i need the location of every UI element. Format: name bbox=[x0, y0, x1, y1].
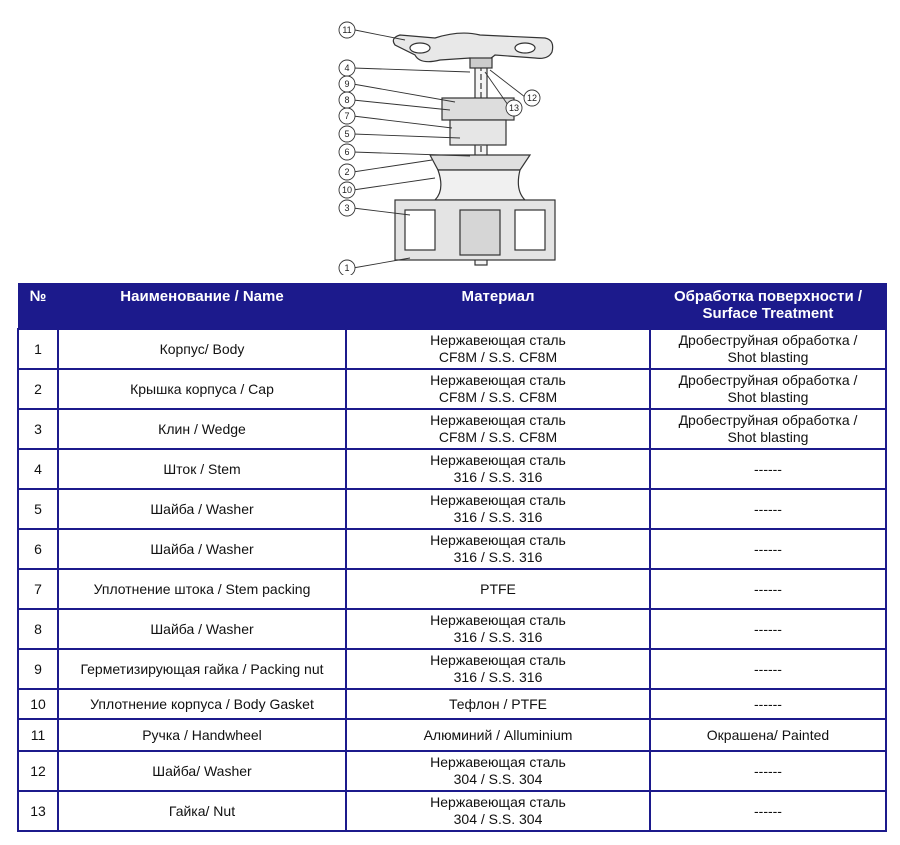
cell-material: PTFE bbox=[346, 569, 650, 609]
table-row bbox=[18, 751, 886, 791]
cell-material bbox=[346, 609, 650, 649]
table-row bbox=[18, 489, 886, 529]
table-row bbox=[18, 409, 886, 449]
material-line1: Нержавеющая сталь bbox=[430, 492, 566, 508]
table-header-row bbox=[18, 284, 886, 330]
cell-treatment: ------ bbox=[650, 569, 886, 609]
cell-treatment: ------ bbox=[650, 791, 886, 831]
header-treatment-line1: Обработка поверхности / bbox=[673, 288, 863, 305]
header-name: Наименование / Name bbox=[58, 284, 346, 330]
cell-treatment: ------ bbox=[650, 609, 886, 649]
table-row bbox=[18, 329, 886, 369]
cell-material bbox=[346, 751, 650, 791]
cell-treatment: ------ bbox=[650, 689, 886, 719]
cell-name: Шайба / Washer bbox=[58, 609, 346, 649]
callout-4: 4 bbox=[344, 63, 350, 73]
material-line2: 316 / S.S. 316 bbox=[453, 629, 543, 645]
callout-7: 7 bbox=[344, 111, 350, 121]
cell-name: Крышка корпуса / Cap bbox=[58, 369, 346, 409]
cell-name: Уплотнение корпуса / Body Gasket bbox=[58, 689, 346, 719]
cell-num: 3 bbox=[18, 409, 58, 449]
cell-num: 5 bbox=[18, 489, 58, 529]
material-line1: Нержавеющая сталь bbox=[430, 532, 566, 548]
header-num: № bbox=[18, 284, 58, 330]
treatment-line1: Дробеструйная обработка / bbox=[678, 332, 858, 348]
cell-name: Корпус/ Body bbox=[58, 329, 346, 369]
material-line1: Нержавеющая сталь bbox=[430, 412, 566, 428]
material-line1: Нержавеющая сталь bbox=[430, 794, 566, 810]
callout-2: 2 bbox=[344, 167, 350, 177]
cell-treatment: ------ bbox=[650, 751, 886, 791]
table-row bbox=[18, 529, 886, 569]
callout-10: 10 bbox=[341, 185, 353, 195]
callout-5: 5 bbox=[344, 129, 350, 139]
parts-table bbox=[17, 283, 887, 832]
cell-num: 4 bbox=[18, 449, 58, 489]
cell-material: Алюминий / Alluminium bbox=[346, 719, 650, 751]
cell-num: 9 bbox=[18, 649, 58, 689]
treatment-line1: Дробеструйная обработка / bbox=[678, 372, 858, 388]
cell-material bbox=[346, 791, 650, 831]
callout-11: 11 bbox=[342, 25, 352, 35]
material-line2: 316 / S.S. 316 bbox=[453, 669, 543, 685]
material-line1: Нержавеющая сталь bbox=[430, 612, 566, 628]
material-line2: CF8M / S.S. CF8M bbox=[438, 349, 558, 365]
material-line2: 316 / S.S. 316 bbox=[453, 549, 543, 565]
cell-name: Ручка / Handwheel bbox=[58, 719, 346, 751]
cell-name: Герметизирующая гайка / Packing nut bbox=[58, 649, 346, 689]
cell-treatment: ------ bbox=[650, 529, 886, 569]
cell-material bbox=[346, 649, 650, 689]
callout-13: 13 bbox=[508, 103, 520, 113]
cell-material bbox=[346, 329, 650, 369]
treatment-line2: Shot blasting bbox=[727, 389, 809, 405]
cell-material bbox=[346, 409, 650, 449]
callout-1: 1 bbox=[344, 263, 350, 273]
cell-num: 1 bbox=[18, 329, 58, 369]
cell-material bbox=[346, 449, 650, 489]
table-row bbox=[18, 449, 886, 489]
cell-num: 11 bbox=[18, 719, 58, 751]
cell-treatment bbox=[650, 369, 886, 409]
material-line1: Нержавеющая сталь bbox=[430, 652, 566, 668]
material-line2: 304 / S.S. 304 bbox=[453, 771, 543, 787]
cell-material: Тефлон / PTFE bbox=[346, 689, 650, 719]
valve-diagram bbox=[320, 10, 580, 275]
callout-9: 9 bbox=[344, 79, 350, 89]
material-line2: 316 / S.S. 316 bbox=[453, 469, 543, 485]
header-treatment bbox=[650, 284, 886, 330]
material-line1: Нержавеющая сталь bbox=[430, 372, 566, 388]
callout-8: 8 bbox=[344, 95, 350, 105]
material-line2: 316 / S.S. 316 bbox=[453, 509, 543, 525]
treatment-line2: Shot blasting bbox=[727, 349, 809, 365]
cell-name: Гайка/ Nut bbox=[58, 791, 346, 831]
table-row bbox=[18, 569, 886, 609]
material-line1: Нержавеющая сталь bbox=[430, 452, 566, 468]
treatment-line1: Дробеструйная обработка / bbox=[678, 412, 858, 428]
material-line2: 304 / S.S. 304 bbox=[453, 811, 543, 827]
cell-treatment bbox=[650, 329, 886, 369]
cell-material bbox=[346, 489, 650, 529]
cell-num: 2 bbox=[18, 369, 58, 409]
cell-treatment: ------ bbox=[650, 489, 886, 529]
cell-material bbox=[346, 369, 650, 409]
material-line1: Нержавеющая сталь bbox=[430, 754, 566, 770]
cell-name: Шайба / Washer bbox=[58, 529, 346, 569]
table-row bbox=[18, 649, 886, 689]
callout-3: 3 bbox=[344, 203, 350, 213]
material-line2: CF8M / S.S. CF8M bbox=[438, 389, 558, 405]
treatment-line2: Shot blasting bbox=[727, 429, 809, 445]
callout-6: 6 bbox=[344, 147, 350, 157]
table-row bbox=[18, 369, 886, 409]
cell-treatment bbox=[650, 409, 886, 449]
material-line2: CF8M / S.S. CF8M bbox=[438, 429, 558, 445]
cell-name: Клин / Wedge bbox=[58, 409, 346, 449]
header-material: Материал bbox=[346, 284, 650, 330]
cell-num: 12 bbox=[18, 751, 58, 791]
cell-num: 7 bbox=[18, 569, 58, 609]
table-row bbox=[18, 689, 886, 719]
cell-name: Шайба/ Washer bbox=[58, 751, 346, 791]
callout-12: 12 bbox=[526, 93, 538, 103]
cell-name: Уплотнение штока / Stem packing bbox=[58, 569, 346, 609]
table-row bbox=[18, 791, 886, 831]
cell-treatment: ------ bbox=[650, 449, 886, 489]
cell-num: 10 bbox=[18, 689, 58, 719]
cell-num: 13 bbox=[18, 791, 58, 831]
table-row bbox=[18, 719, 886, 751]
cell-treatment: Окрашена/ Painted bbox=[650, 719, 886, 751]
cell-treatment: ------ bbox=[650, 649, 886, 689]
cell-name: Шайба / Washer bbox=[58, 489, 346, 529]
cell-num: 8 bbox=[18, 609, 58, 649]
header-treatment-line2: Surface Treatment bbox=[702, 305, 834, 322]
cell-name: Шток / Stem bbox=[58, 449, 346, 489]
cell-num: 6 bbox=[18, 529, 58, 569]
cell-material bbox=[346, 529, 650, 569]
material-line1: Нержавеющая сталь bbox=[430, 332, 566, 348]
table-row bbox=[18, 609, 886, 649]
